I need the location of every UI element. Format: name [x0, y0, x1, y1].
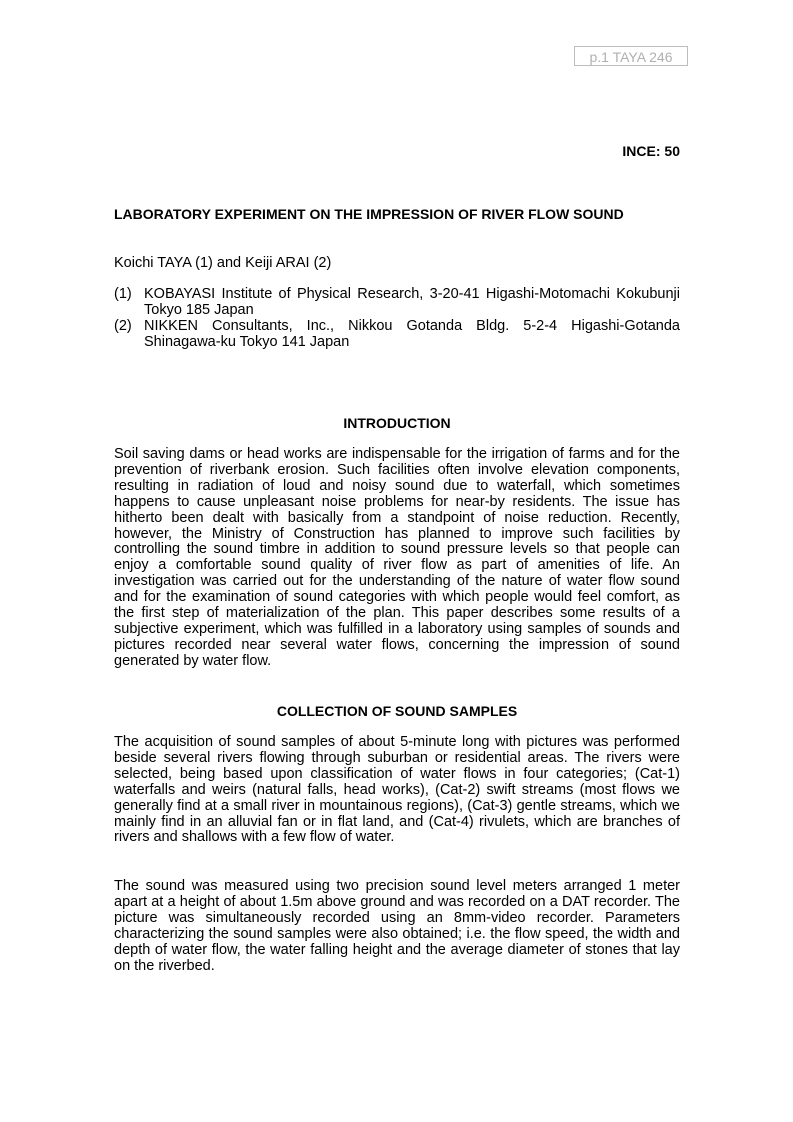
paper-code: INCE: 50 — [622, 143, 680, 159]
affiliation-number: (1) — [114, 286, 132, 302]
collection-paragraph: The sound was measured using two precision sound level meters arranged 1 meter apart at a height of about 1.5m above ground and was recorded on a DAT recorder. The picture was simultaneously recorded using an 8mm-video recorder. Parameters characterizing the sound samples were also obtained; i.e. the flow speed, the width and depth of water flow, the water falling height and the average diameter of stones that lay on the riverbed. — [114, 878, 680, 974]
affiliation-list — [114, 286, 680, 350]
collection-paragraph: The acquisition of sound samples of about 5-minute long with pictures was performed beside several rivers flowing through suburban or residential areas. The rivers were selected, being based upon classification of water flows in four categories; (Cat-1) waterfalls and weirs (natural falls, head works), (Cat-2) swift streams (most flows we generally find at a small river in mountainous regions), (Cat-3) gentle streams, which we mainly find in an alluvial fan or in flat land, and (Cat-4) rivulets, which are branches of rivers and shallows with a few flow of water. — [114, 734, 680, 846]
page-id-box: p.1 TAYA 246 — [574, 46, 688, 66]
affiliation-text: NIKKEN Consultants, Inc., Nikkou Gotanda Bldg. 5-2-4 Higashi-Gotanda Shinagawa-ku Tokyo 141 Japan — [144, 318, 680, 350]
section-heading-collection: COLLECTION OF SOUND SAMPLES — [276, 703, 518, 719]
paper-title: LABORATORY EXPERIMENT ON THE IMPRESSION OF RIVER FLOW SOUND — [114, 206, 624, 222]
affiliation-item — [114, 286, 680, 318]
affiliation-text: KOBAYASI Institute of Physical Research, 3-20-41 Higashi-Motomachi Kokubunji Tokyo 185 Japan — [144, 286, 680, 318]
affiliation-item — [114, 318, 680, 350]
affiliation-number: (2) — [114, 318, 132, 334]
author-line: Koichi TAYA (1) and Keiji ARAI (2) — [114, 255, 332, 271]
section-heading-introduction: INTRODUCTION — [343, 415, 451, 431]
introduction-paragraph: Soil saving dams or head works are indispensable for the irrigation of farms and for the prevention of riverbank erosion. Such facilities often involve elevation components, resulting in radiation of loud and noisy sound due to waterfall, which sometimes happens to cause unpleasant noise problems for near-by residents. The issue has hitherto been dealt with basically from a standpoint of noise reduction. Recently, however, the Ministry of Construction has planned to improve such facilities by controlling the sound timbre in addition to sound pressure levels so that people can enjoy a comfortable sound quality of river flow as part of amenities of life. An investigation was carried out for the understanding of the nature of water flow sound and for the examination of sound categories with which people would feel comfort, as the first step of materialization of the plan. This paper describes some results of a subjective experiment, which was fulfilled in a laboratory using samples of sounds and pictures recorded near several water flows, concerning the impression of sound generated by water flow. — [114, 446, 680, 669]
